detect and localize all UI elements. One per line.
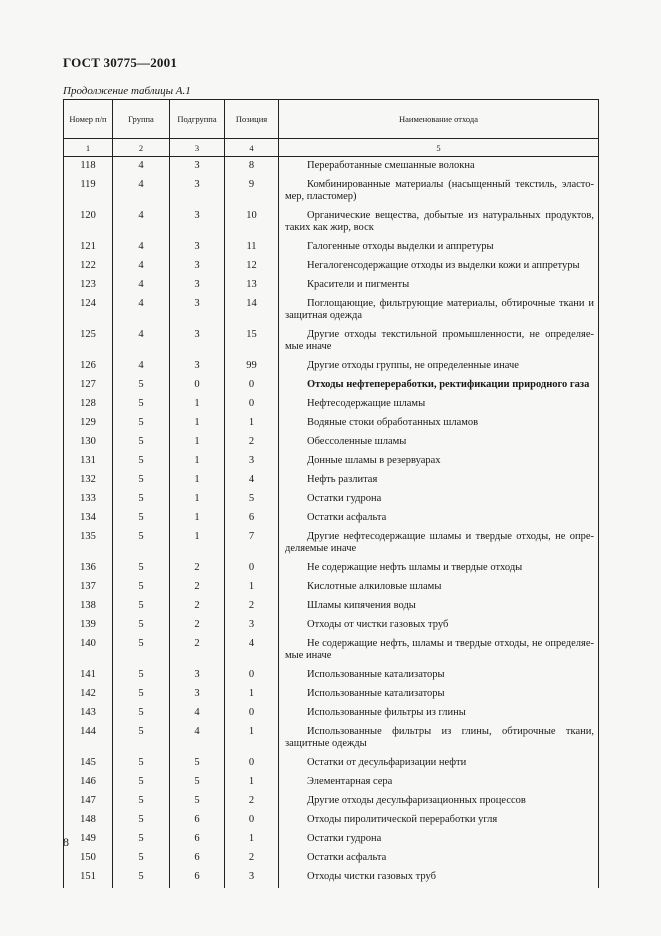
cell-number: 144 <box>64 724 113 755</box>
cell-group: 5 <box>113 453 170 472</box>
cell-position: 11 <box>225 239 279 258</box>
waste-name-text: Использованные катализаторы <box>307 669 445 680</box>
cell-position: 0 <box>225 705 279 724</box>
cell-number: 125 <box>64 327 113 358</box>
cell-subgroup: 3 <box>170 327 225 358</box>
cell-position: 14 <box>225 296 279 327</box>
waste-name-text: Другие нефтесодержащие шламы и твердые отходы, не опре-деляемые иначе <box>285 531 594 554</box>
cell-group: 5 <box>113 510 170 529</box>
waste-name-text: Нефтесодержащие шламы <box>307 398 426 409</box>
cell-group: 5 <box>113 396 170 415</box>
column-number: 2 <box>113 139 170 157</box>
cell-number: 147 <box>64 793 113 812</box>
cell-position: 4 <box>225 472 279 491</box>
table-row <box>64 579 599 598</box>
cell-waste-name <box>279 277 599 296</box>
table-row <box>64 598 599 617</box>
cell-position: 1 <box>225 415 279 434</box>
table-body <box>64 157 599 889</box>
table-caption: Продолжение таблицы А.1 <box>63 85 191 97</box>
page-number: 8 <box>63 835 69 849</box>
cell-waste-name <box>279 793 599 812</box>
waste-name-text: Не содержащие нефть шламы и твердые отходы <box>307 562 523 573</box>
cell-number: 130 <box>64 434 113 453</box>
cell-position: 3 <box>225 617 279 636</box>
waste-table <box>63 99 599 888</box>
column-number: 1 <box>64 139 113 157</box>
cell-group: 5 <box>113 686 170 705</box>
waste-name-text: Использованные фильтры из глины, обтирочные ткани, защитные одежды <box>285 726 594 749</box>
cell-waste-name <box>279 208 599 239</box>
cell-position: 2 <box>225 793 279 812</box>
waste-name-text: Отходы от чистки газовых труб <box>307 619 449 630</box>
cell-number: 140 <box>64 636 113 667</box>
cell-waste-name <box>279 177 599 208</box>
cell-subgroup: 1 <box>170 472 225 491</box>
cell-subgroup: 1 <box>170 510 225 529</box>
table-header <box>64 100 599 157</box>
cell-subgroup: 5 <box>170 793 225 812</box>
cell-group: 5 <box>113 667 170 686</box>
cell-position: 1 <box>225 774 279 793</box>
cell-waste-name <box>279 453 599 472</box>
waste-name-text: Негалогенсодержащие отходы из выделки кожи и аппретуры <box>307 260 580 271</box>
table-row <box>64 724 599 755</box>
cell-group: 5 <box>113 377 170 396</box>
cell-group: 4 <box>113 177 170 208</box>
table-row <box>64 667 599 686</box>
cell-number: 151 <box>64 869 113 888</box>
cell-waste-name <box>279 686 599 705</box>
waste-name-text: Остатки асфальта <box>307 852 387 863</box>
waste-name-text: Кислотные алкиловые шламы <box>307 581 442 592</box>
waste-name-text: Обессоленные шламы <box>307 436 407 447</box>
cell-number: 137 <box>64 579 113 598</box>
cell-group: 5 <box>113 434 170 453</box>
cell-position: 99 <box>225 358 279 377</box>
cell-position: 4 <box>225 636 279 667</box>
cell-waste-name <box>279 667 599 686</box>
cell-number: 124 <box>64 296 113 327</box>
cell-group: 4 <box>113 327 170 358</box>
cell-position: 0 <box>225 667 279 686</box>
cell-subgroup: 4 <box>170 724 225 755</box>
cell-subgroup: 3 <box>170 296 225 327</box>
cell-waste-name <box>279 327 599 358</box>
cell-position: 1 <box>225 579 279 598</box>
cell-group: 5 <box>113 705 170 724</box>
cell-waste-name <box>279 705 599 724</box>
cell-number: 141 <box>64 667 113 686</box>
waste-name-text: Другие отходы группы, не определенные иначе <box>307 360 519 371</box>
cell-position: 12 <box>225 258 279 277</box>
waste-name-text: Переработанные смешанные волокна <box>307 160 475 171</box>
cell-subgroup: 3 <box>170 686 225 705</box>
waste-name-text: Нефть разлитая <box>307 474 378 485</box>
cell-number: 134 <box>64 510 113 529</box>
cell-group: 4 <box>113 258 170 277</box>
table-row <box>64 258 599 277</box>
cell-waste-name <box>279 598 599 617</box>
cell-group: 5 <box>113 724 170 755</box>
cell-number: 139 <box>64 617 113 636</box>
cell-subgroup: 3 <box>170 258 225 277</box>
cell-position: 2 <box>225 598 279 617</box>
table-row <box>64 831 599 850</box>
cell-subgroup: 2 <box>170 560 225 579</box>
cell-waste-name <box>279 636 599 667</box>
cell-number: 132 <box>64 472 113 491</box>
cell-waste-name <box>279 579 599 598</box>
waste-name-text: Остатки гудрона <box>307 493 382 504</box>
cell-number: 148 <box>64 812 113 831</box>
cell-group: 5 <box>113 579 170 598</box>
cell-number: 138 <box>64 598 113 617</box>
cell-waste-name <box>279 510 599 529</box>
cell-group: 4 <box>113 239 170 258</box>
cell-group: 5 <box>113 617 170 636</box>
table-row <box>64 296 599 327</box>
table-row <box>64 208 599 239</box>
cell-position: 0 <box>225 396 279 415</box>
cell-subgroup: 6 <box>170 812 225 831</box>
table-row <box>64 358 599 377</box>
cell-position: 0 <box>225 560 279 579</box>
table-row <box>64 686 599 705</box>
cell-subgroup: 1 <box>170 434 225 453</box>
waste-name-text: Использованные катализаторы <box>307 688 445 699</box>
table-row <box>64 453 599 472</box>
cell-subgroup: 3 <box>170 208 225 239</box>
cell-position: 13 <box>225 277 279 296</box>
cell-position: 15 <box>225 327 279 358</box>
cell-waste-name <box>279 831 599 850</box>
cell-subgroup: 0 <box>170 377 225 396</box>
table-row <box>64 327 599 358</box>
table-row <box>64 755 599 774</box>
cell-waste-name <box>279 358 599 377</box>
cell-subgroup: 3 <box>170 157 225 178</box>
cell-position: 0 <box>225 812 279 831</box>
cell-number: 121 <box>64 239 113 258</box>
cell-group: 4 <box>113 277 170 296</box>
cell-number: 146 <box>64 774 113 793</box>
cell-number: 131 <box>64 453 113 472</box>
header-group: Группа <box>113 100 170 139</box>
table-row <box>64 560 599 579</box>
table-row <box>64 239 599 258</box>
waste-name-text: Остатки асфальта <box>307 512 387 523</box>
cell-position: 7 <box>225 529 279 560</box>
header-position: Позиция <box>225 100 279 139</box>
cell-waste-name <box>279 258 599 277</box>
waste-name-text: Красители и пигменты <box>307 279 410 290</box>
table-row <box>64 812 599 831</box>
cell-subgroup: 1 <box>170 491 225 510</box>
cell-group: 5 <box>113 529 170 560</box>
cell-position: 3 <box>225 453 279 472</box>
cell-group: 5 <box>113 598 170 617</box>
cell-subgroup: 5 <box>170 755 225 774</box>
table-row <box>64 793 599 812</box>
cell-number: 150 <box>64 850 113 869</box>
table-row <box>64 636 599 667</box>
cell-waste-name <box>279 560 599 579</box>
cell-position: 9 <box>225 177 279 208</box>
cell-group: 5 <box>113 793 170 812</box>
table-row <box>64 850 599 869</box>
cell-number: 133 <box>64 491 113 510</box>
cell-position: 1 <box>225 724 279 755</box>
waste-name-text: Поглощающие, фильтрующие материалы, обтирочные ткани и защитная одежда <box>285 298 594 321</box>
cell-subgroup: 3 <box>170 177 225 208</box>
table-row <box>64 617 599 636</box>
cell-group: 4 <box>113 208 170 239</box>
cell-number: 129 <box>64 415 113 434</box>
table-row <box>64 377 599 396</box>
cell-number: 120 <box>64 208 113 239</box>
cell-group: 5 <box>113 831 170 850</box>
cell-group: 5 <box>113 869 170 888</box>
cell-waste-name <box>279 755 599 774</box>
cell-number: 142 <box>64 686 113 705</box>
cell-group: 5 <box>113 560 170 579</box>
waste-name-text: Остатки от десульфаризации нефти <box>307 757 467 768</box>
cell-group: 5 <box>113 774 170 793</box>
cell-position: 8 <box>225 157 279 178</box>
cell-group: 5 <box>113 491 170 510</box>
cell-waste-name <box>279 472 599 491</box>
table-row <box>64 157 599 178</box>
cell-position: 0 <box>225 377 279 396</box>
cell-position: 0 <box>225 755 279 774</box>
table-row <box>64 869 599 888</box>
header-waste-name: Наименование отхода <box>279 100 599 139</box>
waste-name-text: Использованные фильтры из глины <box>307 707 466 718</box>
cell-waste-name <box>279 434 599 453</box>
cell-waste-name <box>279 617 599 636</box>
cell-subgroup: 3 <box>170 239 225 258</box>
cell-waste-name <box>279 491 599 510</box>
table-row <box>64 434 599 453</box>
waste-name-text: Отходы пиролитической переработки угля <box>307 814 498 825</box>
table-row <box>64 491 599 510</box>
cell-waste-name <box>279 296 599 327</box>
waste-name-text: Донные шламы в резервуарах <box>307 455 441 466</box>
cell-position: 5 <box>225 491 279 510</box>
cell-subgroup: 3 <box>170 277 225 296</box>
waste-name-text: Шламы кипячения воды <box>307 600 416 611</box>
cell-group: 5 <box>113 415 170 434</box>
cell-waste-name <box>279 377 599 396</box>
cell-waste-name <box>279 415 599 434</box>
cell-waste-name <box>279 239 599 258</box>
table-row <box>64 277 599 296</box>
table-row <box>64 472 599 491</box>
cell-subgroup: 1 <box>170 415 225 434</box>
cell-subgroup: 2 <box>170 579 225 598</box>
cell-waste-name <box>279 869 599 888</box>
cell-group: 5 <box>113 812 170 831</box>
column-number: 4 <box>225 139 279 157</box>
cell-subgroup: 1 <box>170 396 225 415</box>
cell-number: 136 <box>64 560 113 579</box>
waste-name-text: Водяные стоки обработанных шламов <box>307 417 479 428</box>
header-subgroup: Подгруппа <box>170 100 225 139</box>
waste-name-text: Другие отходы десульфаризационных процессов <box>307 795 526 806</box>
cell-subgroup: 4 <box>170 705 225 724</box>
cell-number: 127 <box>64 377 113 396</box>
column-number: 5 <box>279 139 599 157</box>
cell-subgroup: 6 <box>170 869 225 888</box>
cell-waste-name <box>279 724 599 755</box>
cell-position: 10 <box>225 208 279 239</box>
cell-number: 122 <box>64 258 113 277</box>
header-number: Номер п/п <box>64 100 113 139</box>
cell-number: 118 <box>64 157 113 178</box>
cell-number: 149 <box>64 831 113 850</box>
cell-subgroup: 2 <box>170 617 225 636</box>
table-row <box>64 177 599 208</box>
cell-waste-name <box>279 812 599 831</box>
waste-name-text: Галогенные отходы выделки и аппретуры <box>307 241 494 252</box>
waste-name-text: Элементарная сера <box>307 776 393 787</box>
table-row <box>64 510 599 529</box>
cell-waste-name <box>279 774 599 793</box>
cell-group: 4 <box>113 296 170 327</box>
cell-position: 6 <box>225 510 279 529</box>
table-row <box>64 529 599 560</box>
waste-name-text: Органические вещества, добытые из натуральных продуктов, таких как жир, воск <box>285 210 594 233</box>
cell-position: 2 <box>225 434 279 453</box>
column-number-row <box>64 139 599 157</box>
cell-subgroup: 6 <box>170 850 225 869</box>
waste-name-text: Другие отходы текстильной промышленности, не определяе-мые иначе <box>285 329 594 352</box>
cell-position: 1 <box>225 831 279 850</box>
cell-number: 135 <box>64 529 113 560</box>
cell-waste-name <box>279 850 599 869</box>
cell-position: 2 <box>225 850 279 869</box>
table-row <box>64 774 599 793</box>
cell-group: 4 <box>113 358 170 377</box>
cell-number: 119 <box>64 177 113 208</box>
cell-number: 143 <box>64 705 113 724</box>
table-row <box>64 705 599 724</box>
cell-group: 5 <box>113 636 170 667</box>
table-row <box>64 415 599 434</box>
waste-name-text: Отходы нефтепереработки, ректификации природного газа <box>307 379 590 390</box>
cell-subgroup: 1 <box>170 529 225 560</box>
cell-subgroup: 2 <box>170 598 225 617</box>
waste-name-text: Остатки гудрона <box>307 833 382 844</box>
column-number: 3 <box>170 139 225 157</box>
cell-group: 5 <box>113 850 170 869</box>
cell-number: 145 <box>64 755 113 774</box>
cell-waste-name <box>279 529 599 560</box>
cell-number: 128 <box>64 396 113 415</box>
cell-waste-name <box>279 396 599 415</box>
waste-name-text: Комбинированные материалы (насыщенный текстиль, эласто-мер, пластомер) <box>285 179 594 202</box>
cell-subgroup: 6 <box>170 831 225 850</box>
cell-subgroup: 5 <box>170 774 225 793</box>
cell-group: 5 <box>113 755 170 774</box>
cell-subgroup: 3 <box>170 667 225 686</box>
cell-number: 123 <box>64 277 113 296</box>
waste-name-text: Отходы чистки газовых труб <box>307 871 436 882</box>
cell-group: 5 <box>113 472 170 491</box>
document-title: ГОСТ 30775—2001 <box>63 55 178 70</box>
cell-waste-name <box>279 157 599 178</box>
cell-subgroup: 1 <box>170 453 225 472</box>
cell-subgroup: 2 <box>170 636 225 667</box>
cell-position: 3 <box>225 869 279 888</box>
cell-position: 1 <box>225 686 279 705</box>
table-row <box>64 396 599 415</box>
cell-group: 4 <box>113 157 170 178</box>
waste-name-text: Не содержащие нефть, шламы и твердые отходы, не определяе-мые иначе <box>285 638 594 661</box>
cell-number: 126 <box>64 358 113 377</box>
cell-subgroup: 3 <box>170 358 225 377</box>
